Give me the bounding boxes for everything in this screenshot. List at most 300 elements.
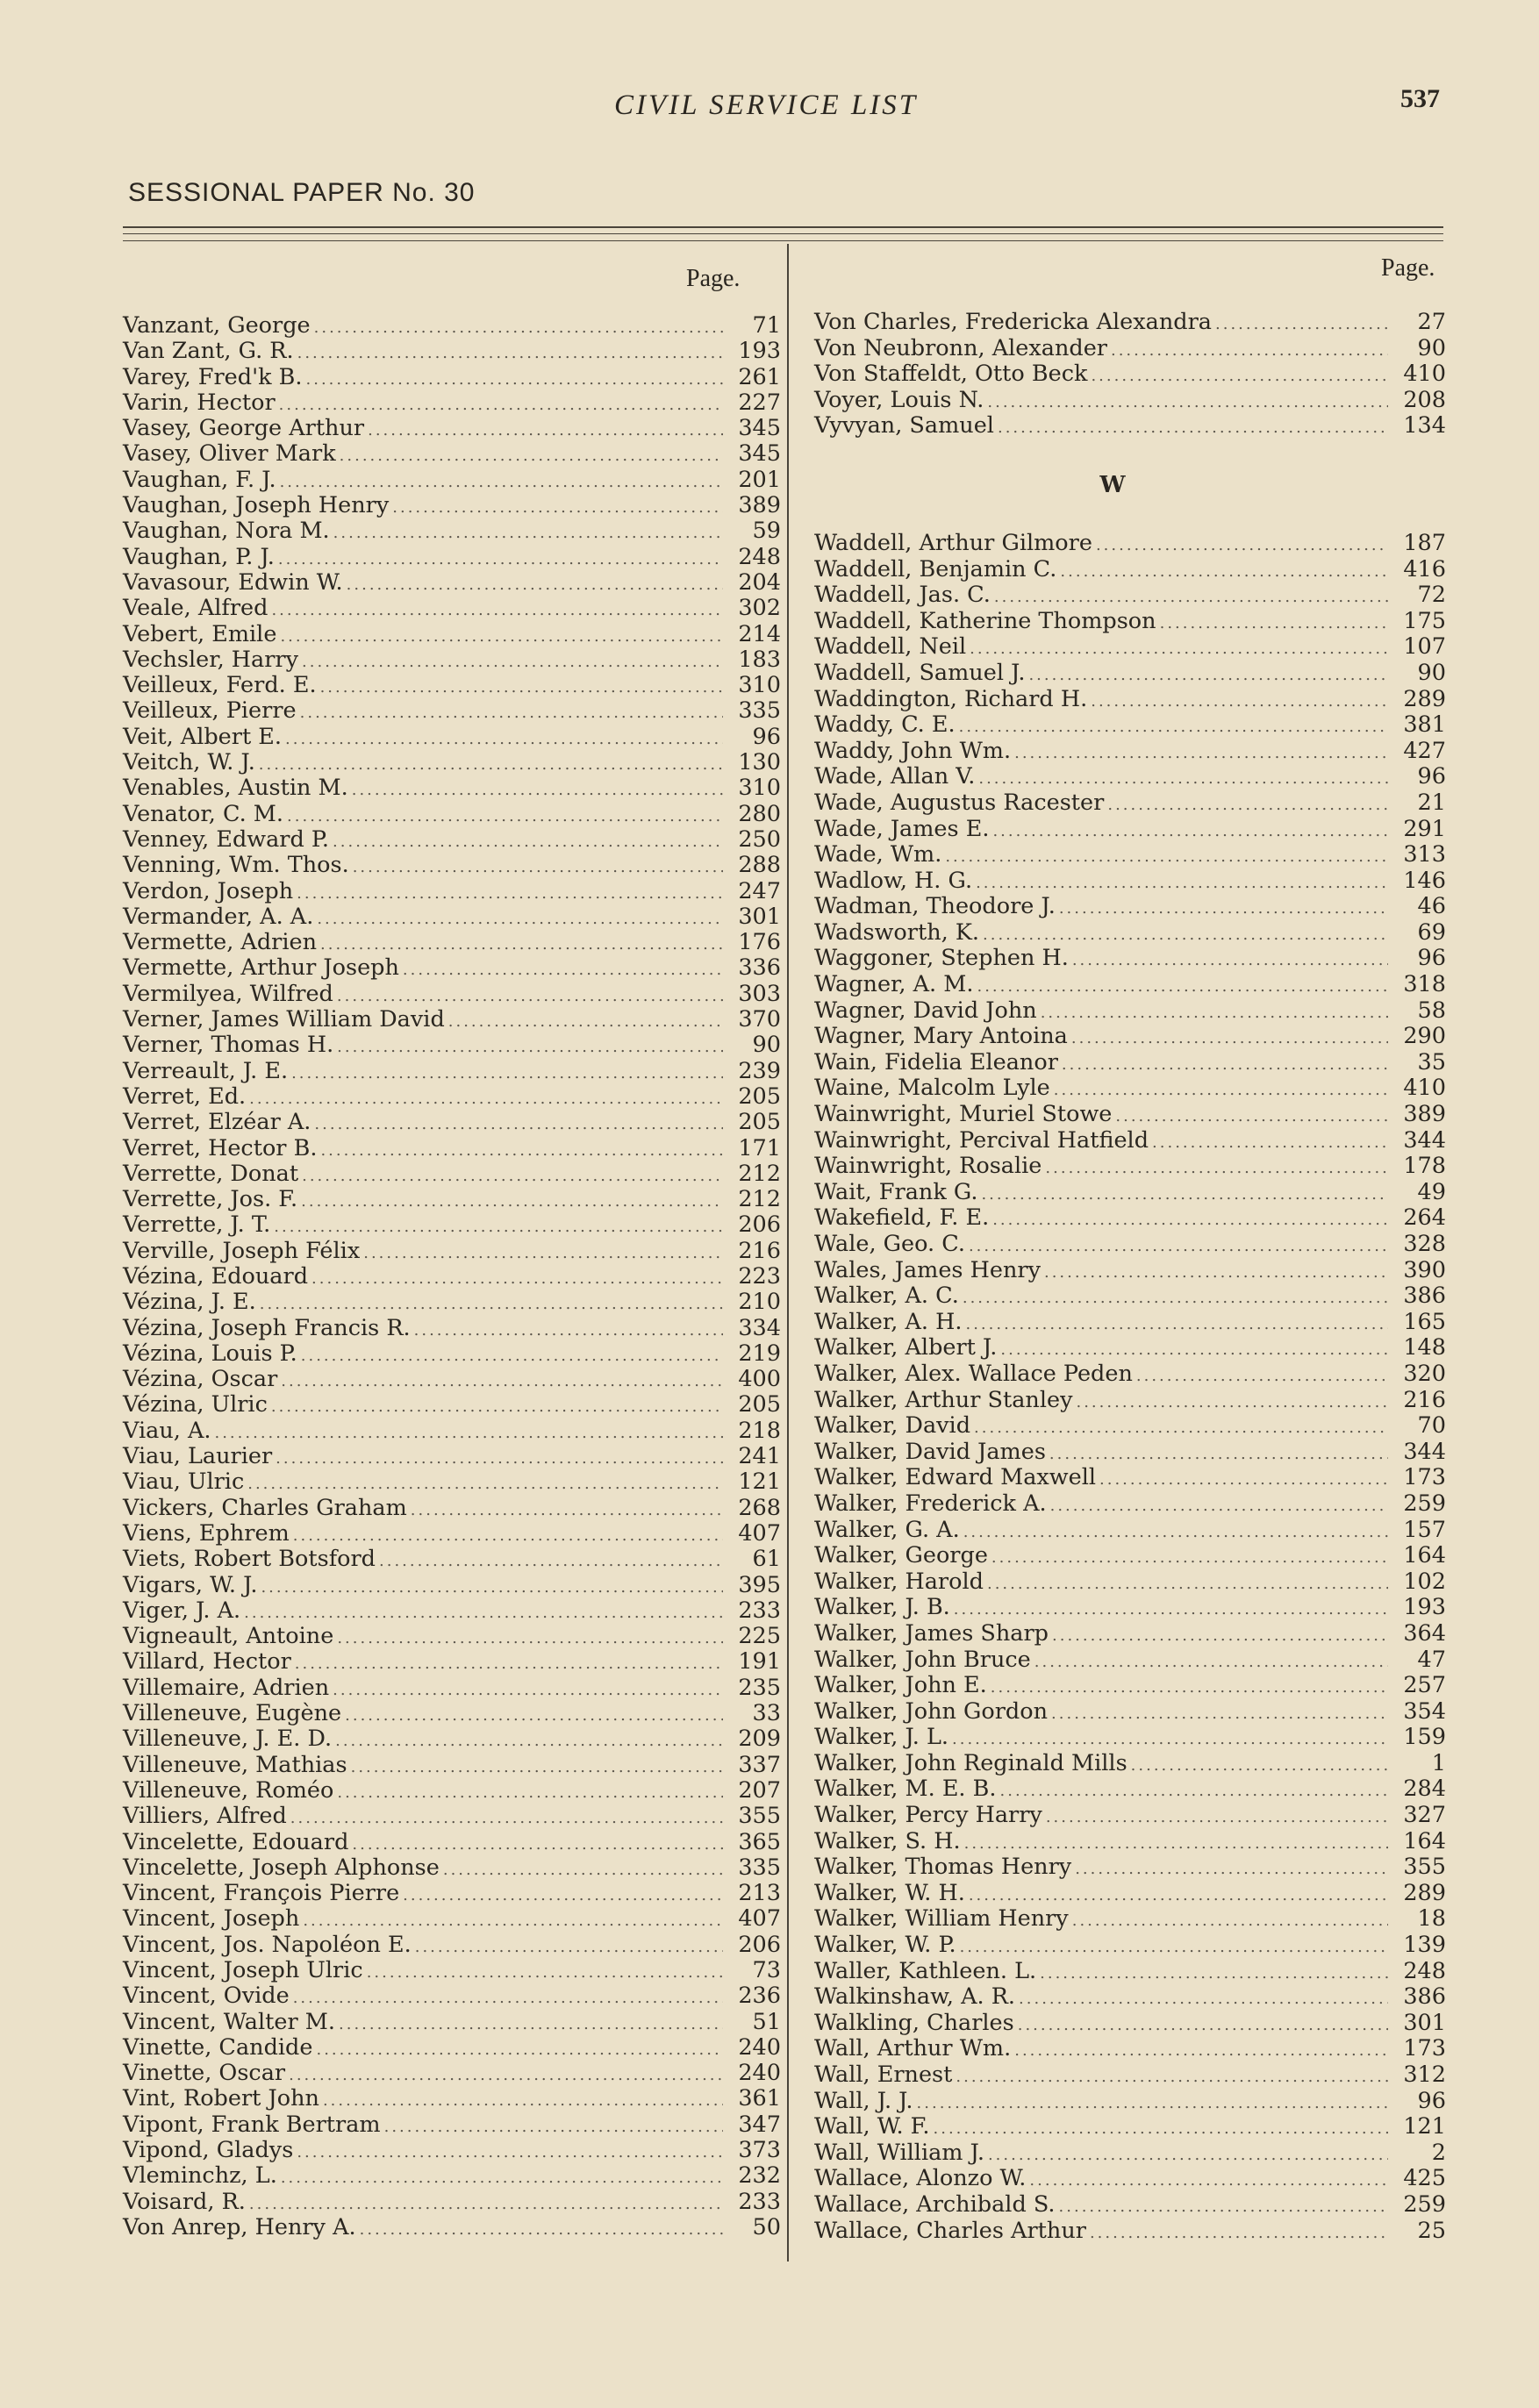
entry-name: Walkinshaw, A. R. [814, 1983, 1016, 2011]
entry-page-number: 247 [738, 877, 781, 904]
dot-leader [1160, 611, 1388, 637]
entry-name: Verret, Ed. [123, 1083, 247, 1110]
index-entry [814, 1725, 1446, 1751]
entry-page-number: 206 [738, 1931, 781, 1958]
left-column-index [123, 313, 781, 2240]
dot-leader [347, 572, 723, 597]
index-entry [814, 1518, 1446, 1544]
index-entry [123, 1830, 781, 1855]
index-entry [814, 1413, 1446, 1440]
index-entry [123, 1007, 781, 1033]
entry-name: Wainwright, Percival Hatfield [814, 1126, 1149, 1154]
entry-page-number: 209 [738, 1726, 781, 1753]
index-entry [123, 2138, 781, 2163]
index-entry [814, 1906, 1446, 1933]
entry-page-number: 334 [738, 1314, 781, 1341]
index-entry [814, 388, 1446, 414]
entry-name: Vézina, Edouard [123, 1262, 309, 1290]
entry-name: Von Anrep, Henry A. [123, 2213, 356, 2240]
index-entry [814, 1699, 1446, 1726]
entry-page-number: 365 [738, 1828, 781, 1855]
index-entry [123, 1701, 781, 1726]
index-entry [814, 817, 1446, 843]
entry-name: Vaughan, Nora M. [123, 518, 330, 545]
dot-leader [1040, 1961, 1388, 1987]
dot-leader [333, 1677, 723, 1703]
dot-leader [340, 443, 723, 468]
index-entry [814, 2166, 1446, 2192]
dot-leader [1091, 363, 1388, 389]
index-entry [123, 1161, 781, 1187]
entry-name: Villeneuve, Mathias [123, 1751, 347, 1778]
dot-leader [1072, 1908, 1388, 1934]
dot-leader [289, 2062, 723, 2088]
dot-leader [244, 1600, 723, 1626]
index-entry [123, 570, 781, 596]
entry-name: Vaughan, F. J. [123, 466, 276, 493]
dot-leader [290, 1805, 723, 1831]
index-entry [814, 1491, 1446, 1518]
entry-name: Viets, Robert Botsford [123, 1546, 376, 1573]
dot-leader [1029, 2168, 1388, 2194]
entry-name: Vavasour, Edwin W. [123, 568, 343, 596]
index-entry [814, 1050, 1446, 1076]
dot-leader [1054, 1077, 1388, 1104]
entry-page-number: 280 [738, 800, 781, 827]
index-entry [814, 1310, 1446, 1336]
entry-name: Waddell, Jas. C. [814, 582, 991, 609]
entry-name: Wade, Allan V. [814, 763, 976, 790]
entry-page-number: 268 [738, 1494, 781, 1521]
entry-name: Wadman, Theodore J. [814, 893, 1056, 920]
entry-page-number: 207 [738, 1776, 781, 1804]
dot-leader [1076, 1390, 1388, 1416]
entry-name: Vézina, J. E. [123, 1289, 256, 1316]
header-rule [123, 226, 1443, 228]
dot-leader [945, 844, 1388, 870]
index-entry [814, 1776, 1446, 1803]
entry-page-number: 335 [738, 697, 781, 725]
entry-page-number: 212 [738, 1160, 781, 1187]
entry-name: Vincent, Jos. Napoléon E. [123, 1931, 412, 1958]
entry-page-number: 400 [738, 1366, 781, 1393]
dot-leader [280, 469, 723, 495]
index-entry [123, 1598, 781, 1624]
index-entry [814, 2062, 1446, 2089]
dot-leader [978, 766, 1388, 792]
index-entry [814, 1569, 1446, 1596]
dot-leader [981, 1182, 1388, 1208]
entry-name: Wall, W. F. [814, 2113, 930, 2140]
dot-leader [281, 2165, 723, 2190]
entry-name: Von Staffeldt, Otto Beck [814, 361, 1088, 388]
entry-page-number: 148 [1403, 1334, 1446, 1361]
index-entry [123, 1187, 781, 1212]
index-entry [814, 868, 1446, 895]
dot-leader [991, 1675, 1388, 1701]
dot-leader [1045, 1155, 1388, 1182]
entry-name: Wait, Frank G. [814, 1178, 978, 1205]
index-entry [123, 596, 781, 621]
entry-name: Wagner, A. M. [814, 971, 974, 998]
dot-leader [367, 1960, 723, 1985]
entry-page-number: 159 [1403, 1724, 1446, 1751]
entry-page-number: 50 [752, 2213, 781, 2240]
index-entry [123, 622, 781, 647]
entry-page-number: 250 [738, 825, 781, 853]
entry-page-number: 193 [1403, 1594, 1446, 1621]
entry-page-number: 18 [1417, 1905, 1446, 1933]
entry-name: Walker, Alex. Wallace Peden [814, 1360, 1133, 1387]
entry-page-number: 395 [738, 1571, 781, 1598]
dot-leader [301, 1189, 723, 1214]
dot-leader [969, 1883, 1388, 1909]
entry-page-number: 171 [738, 1134, 781, 1161]
entry-page-number: 130 [738, 749, 781, 776]
entry-page-number: 318 [1403, 971, 1446, 998]
index-entry [814, 661, 1446, 687]
entry-page-number: 216 [1403, 1386, 1446, 1413]
entry-name: Varey, Fred'k B. [123, 363, 303, 390]
sessional-paper-label: SESSIONAL PAPER No. 30 [128, 178, 476, 207]
dot-leader [337, 983, 723, 1009]
dot-leader [1034, 1649, 1388, 1676]
index-entry [123, 2112, 781, 2138]
dot-leader [970, 636, 1388, 662]
page-number: 537 [1400, 84, 1440, 113]
entry-page-number: 248 [1403, 1957, 1446, 1984]
dot-leader [1014, 740, 1388, 767]
index-entry [814, 1128, 1446, 1154]
entry-page-number: 236 [738, 1983, 781, 2010]
entry-name: Walker, G. A. [814, 1516, 960, 1543]
entry-page-number: 233 [738, 2188, 781, 2215]
entry-page-number: 212 [738, 1186, 781, 1213]
entry-name: Vézina, Louis P. [123, 1340, 297, 1367]
entry-name: Wall, J. J. [814, 2087, 913, 2114]
index-entry [123, 827, 781, 853]
entry-page-number: 187 [1403, 529, 1446, 556]
index-entry [814, 1258, 1446, 1284]
entry-page-number: 164 [1403, 1827, 1446, 1854]
dot-leader [247, 1471, 723, 1497]
entry-page-number: 223 [738, 1262, 781, 1290]
index-entry [814, 1803, 1446, 1829]
index-entry [814, 1075, 1446, 1102]
dot-leader [969, 1233, 1388, 1260]
index-entry [123, 1804, 781, 1829]
index-entry [123, 1881, 781, 1906]
entry-name: Wainwright, Rosalie [814, 1153, 1042, 1180]
entry-page-number: 47 [1417, 1646, 1446, 1673]
index-entry [123, 1547, 781, 1572]
entry-page-number: 175 [1403, 607, 1446, 634]
entry-page-number: 72 [1417, 582, 1446, 609]
entry-page-number: 21 [1417, 789, 1446, 816]
entry-page-number: 1 [1431, 1749, 1446, 1776]
entry-name: Waddy, John Wm. [814, 737, 1012, 764]
entry-name: Waddell, Benjamin C. [814, 555, 1057, 582]
index-entry [123, 1933, 781, 1958]
index-entry [814, 2140, 1446, 2167]
index-entry [814, 1180, 1446, 1206]
index-entry [814, 842, 1446, 868]
entry-page-number: 204 [738, 568, 781, 596]
entry-page-number: 61 [752, 1546, 781, 1573]
entry-page-number: 328 [1403, 1231, 1446, 1257]
entry-name: Vaughan, P. J. [123, 543, 275, 570]
dot-leader [363, 1240, 723, 1266]
entry-page-number: 344 [1403, 1126, 1446, 1154]
entry-page-number: 386 [1403, 1283, 1446, 1310]
entry-name: Vebert, Emile [123, 620, 277, 647]
index-entry [814, 1933, 1446, 1959]
header-rule [123, 233, 1443, 234]
index-entry [814, 1673, 1446, 1699]
index-entry [123, 545, 781, 570]
index-entry [123, 1212, 781, 1238]
entry-page-number: 284 [1403, 1776, 1446, 1803]
entry-name: Wade, Wm. [814, 841, 942, 868]
entry-name: Wade, James E. [814, 815, 990, 842]
dot-leader [1041, 1000, 1388, 1026]
index-entry [814, 687, 1446, 713]
dot-leader [954, 1597, 1388, 1623]
left-column-page-heading: Page. [686, 265, 741, 292]
index-entry [123, 1521, 781, 1547]
dot-leader [976, 870, 1388, 897]
running-title: CIVIL SERVICE LIST [614, 89, 919, 121]
dot-leader [1071, 1025, 1388, 1052]
dot-leader [352, 777, 723, 803]
entry-name: Walker, A. C. [814, 1283, 959, 1310]
entry-name: Vinette, Oscar [123, 2060, 286, 2087]
entry-page-number: 139 [1403, 1932, 1446, 1959]
entry-name: Wakefield, F. E. [814, 1204, 990, 1232]
index-entry [123, 1983, 781, 2009]
index-entry [123, 775, 781, 801]
entry-name: Walker, S. H. [814, 1827, 961, 1854]
entry-page-number: 225 [738, 1623, 781, 1650]
entry-page-number: 345 [738, 440, 781, 468]
index-entry [123, 365, 781, 390]
entry-name: Vermilyea, Wilfred [123, 980, 333, 1007]
entry-page-number: 290 [1403, 1023, 1446, 1050]
entry-name: Vincent, Ovide [123, 1983, 290, 2010]
entry-page-number: 173 [1403, 1464, 1446, 1491]
index-entry [123, 1649, 781, 1675]
entry-name: Villeneuve, J. E. D. [123, 1726, 333, 1753]
index-entry [814, 2011, 1446, 2037]
entry-page-number: 102 [1403, 1568, 1446, 1595]
dot-leader [988, 2142, 1388, 2169]
entry-name: Walker, John Gordon [814, 1697, 1049, 1725]
entry-name: Venator, C. M. [123, 800, 284, 827]
entry-name: Verner, James William David [123, 1006, 445, 1033]
index-entry [814, 946, 1446, 972]
entry-name: Walker, J. B. [814, 1594, 950, 1621]
dot-leader [297, 340, 723, 366]
entry-name: Walker, David James [814, 1438, 1046, 1465]
entry-page-number: 345 [738, 415, 781, 442]
entry-page-number: 134 [1403, 412, 1446, 439]
entry-page-number: 235 [738, 1674, 781, 1701]
dot-leader [415, 1934, 723, 1960]
entry-page-number: 337 [738, 1751, 781, 1778]
entry-name: Waddy, C. E. [814, 711, 956, 739]
entry-name: Waddington, Richard H. [814, 685, 1088, 712]
entry-page-number: 59 [752, 518, 781, 545]
entry-name: Walker, A. H. [814, 1308, 963, 1335]
entry-page-number: 71 [752, 312, 781, 339]
dot-leader [1111, 338, 1388, 364]
entry-page-number: 73 [752, 1957, 781, 1983]
entry-name: Walker, George [814, 1542, 988, 1569]
dot-leader [917, 2090, 1388, 2117]
entry-page-number: 407 [738, 1905, 781, 1933]
entry-page-number: 90 [1417, 659, 1446, 686]
entry-page-number: 344 [1403, 1438, 1446, 1465]
header-rule [123, 240, 1443, 241]
index-entry [123, 904, 781, 930]
index-entry [123, 1239, 781, 1264]
entry-name: Vézina, Ulric [123, 1391, 268, 1418]
index-entry [814, 634, 1446, 661]
entry-name: Vincent, Joseph [123, 1905, 300, 1933]
entry-page-number: 241 [738, 1443, 781, 1470]
entry-page-number: 312 [1403, 2061, 1446, 2088]
entry-page-number: 336 [738, 954, 781, 982]
index-entry [814, 1232, 1446, 1258]
entry-page-number: 390 [1403, 1256, 1446, 1283]
entry-name: Walker, Harold [814, 1568, 984, 1595]
entry-page-number: 218 [738, 1417, 781, 1444]
index-entry [123, 725, 781, 750]
dot-leader [965, 1311, 1388, 1338]
dot-leader [293, 1523, 723, 1548]
dot-leader [353, 854, 723, 880]
index-entry [123, 698, 781, 724]
dot-leader [271, 1394, 723, 1419]
entry-page-number: 289 [1403, 685, 1446, 712]
entry-name: Wadlow, H. G. [814, 867, 973, 894]
entry-page-number: 183 [738, 646, 781, 673]
entry-page-number: 96 [1417, 763, 1446, 790]
dot-leader [1072, 947, 1388, 974]
entry-name: Waddell, Samuel J. [814, 659, 1026, 686]
entry-name: Venables, Austin M. [123, 775, 348, 802]
entry-name: Verrette, Donat [123, 1160, 299, 1187]
dot-leader [297, 2140, 723, 2165]
dot-leader [320, 1138, 723, 1163]
dot-leader [992, 818, 1388, 845]
right-column-w-entries [814, 531, 1446, 2244]
entry-page-number: 164 [1403, 1542, 1446, 1569]
entry-name: Wagner, Mary Antoina [814, 1023, 1068, 1050]
dot-leader [291, 1061, 723, 1086]
entry-name: Verdon, Joseph [123, 877, 294, 904]
entry-name: Walker, Edward Maxwell [814, 1464, 1097, 1491]
entry-page-number: 206 [738, 1211, 781, 1239]
entry-name: Villiers, Alfred [123, 1803, 287, 1830]
entry-name: Vigars, W. J. [123, 1571, 258, 1598]
dot-leader [414, 1318, 723, 1343]
index-entry [814, 1881, 1446, 1907]
entry-page-number: 96 [752, 723, 781, 750]
entry-name: Waddell, Neil [814, 633, 967, 661]
index-entry [123, 1469, 781, 1495]
entry-page-number: 301 [738, 903, 781, 930]
entry-name: Viau, A. [123, 1417, 211, 1444]
entry-page-number: 178 [1403, 1153, 1446, 1180]
index-entry [123, 2163, 781, 2189]
entry-name: Waddell, Arthur Gilmore [814, 529, 1092, 556]
index-entry [814, 790, 1446, 817]
entry-page-number: 205 [738, 1109, 781, 1136]
entry-page-number: 291 [1403, 815, 1446, 842]
entry-name: Vincelette, Joseph Alphonse [123, 1854, 440, 1881]
entry-page-number: 257 [1403, 1672, 1446, 1699]
dot-leader [983, 922, 1388, 948]
dot-leader [214, 1420, 723, 1446]
entry-name: Waine, Malcolm Lyle [814, 1075, 1050, 1102]
dot-leader [351, 1754, 723, 1780]
index-entry [814, 531, 1446, 557]
entry-name: Vézina, Oscar [123, 1366, 278, 1393]
entry-page-number: 327 [1403, 1802, 1446, 1829]
index-entry [814, 920, 1446, 947]
entry-page-number: 310 [738, 672, 781, 699]
dot-leader [403, 957, 723, 982]
entry-page-number: 27 [1417, 309, 1446, 335]
index-entry [123, 673, 781, 698]
index-entry [123, 802, 781, 827]
index-entry [123, 1778, 781, 1804]
dot-leader [963, 1285, 1388, 1311]
index-entry [123, 2010, 781, 2035]
entry-name: Villeneuve, Eugène [123, 1700, 342, 1727]
dot-leader [1014, 2038, 1388, 2064]
entry-page-number: 355 [1403, 1854, 1446, 1881]
entry-name: Vyvyan, Samuel [814, 412, 994, 439]
dot-leader [279, 392, 723, 418]
index-entry [814, 1205, 1446, 1232]
dot-leader [1000, 1778, 1389, 1804]
dot-leader [987, 1571, 1388, 1597]
entry-name: Walker, Frederick A. [814, 1490, 1047, 1517]
entry-name: Venning, Wm. Thos. [123, 852, 349, 879]
dot-leader [384, 2114, 723, 2140]
entry-page-number: 173 [1403, 2035, 1446, 2062]
entry-page-number: 146 [1403, 867, 1446, 894]
entry-page-number: 33 [752, 1700, 781, 1727]
section-letter-w: W [1099, 471, 1126, 498]
dot-leader [1107, 792, 1388, 818]
dot-leader [1099, 1467, 1388, 1493]
entry-page-number: 373 [738, 2137, 781, 2164]
index-entry [814, 557, 1446, 583]
index-entry [123, 1110, 781, 1135]
entry-name: Vermette, Adrien [123, 929, 318, 956]
index-entry [814, 336, 1446, 362]
entry-name: Vigneault, Antoine [123, 1623, 334, 1650]
dot-leader [302, 649, 723, 675]
entry-name: Vinette, Candide [123, 2033, 313, 2061]
dot-leader [352, 1832, 723, 1857]
entry-name: Vanzant, George [123, 312, 311, 339]
dot-leader [1044, 1260, 1388, 1286]
entry-page-number: 302 [738, 595, 781, 622]
